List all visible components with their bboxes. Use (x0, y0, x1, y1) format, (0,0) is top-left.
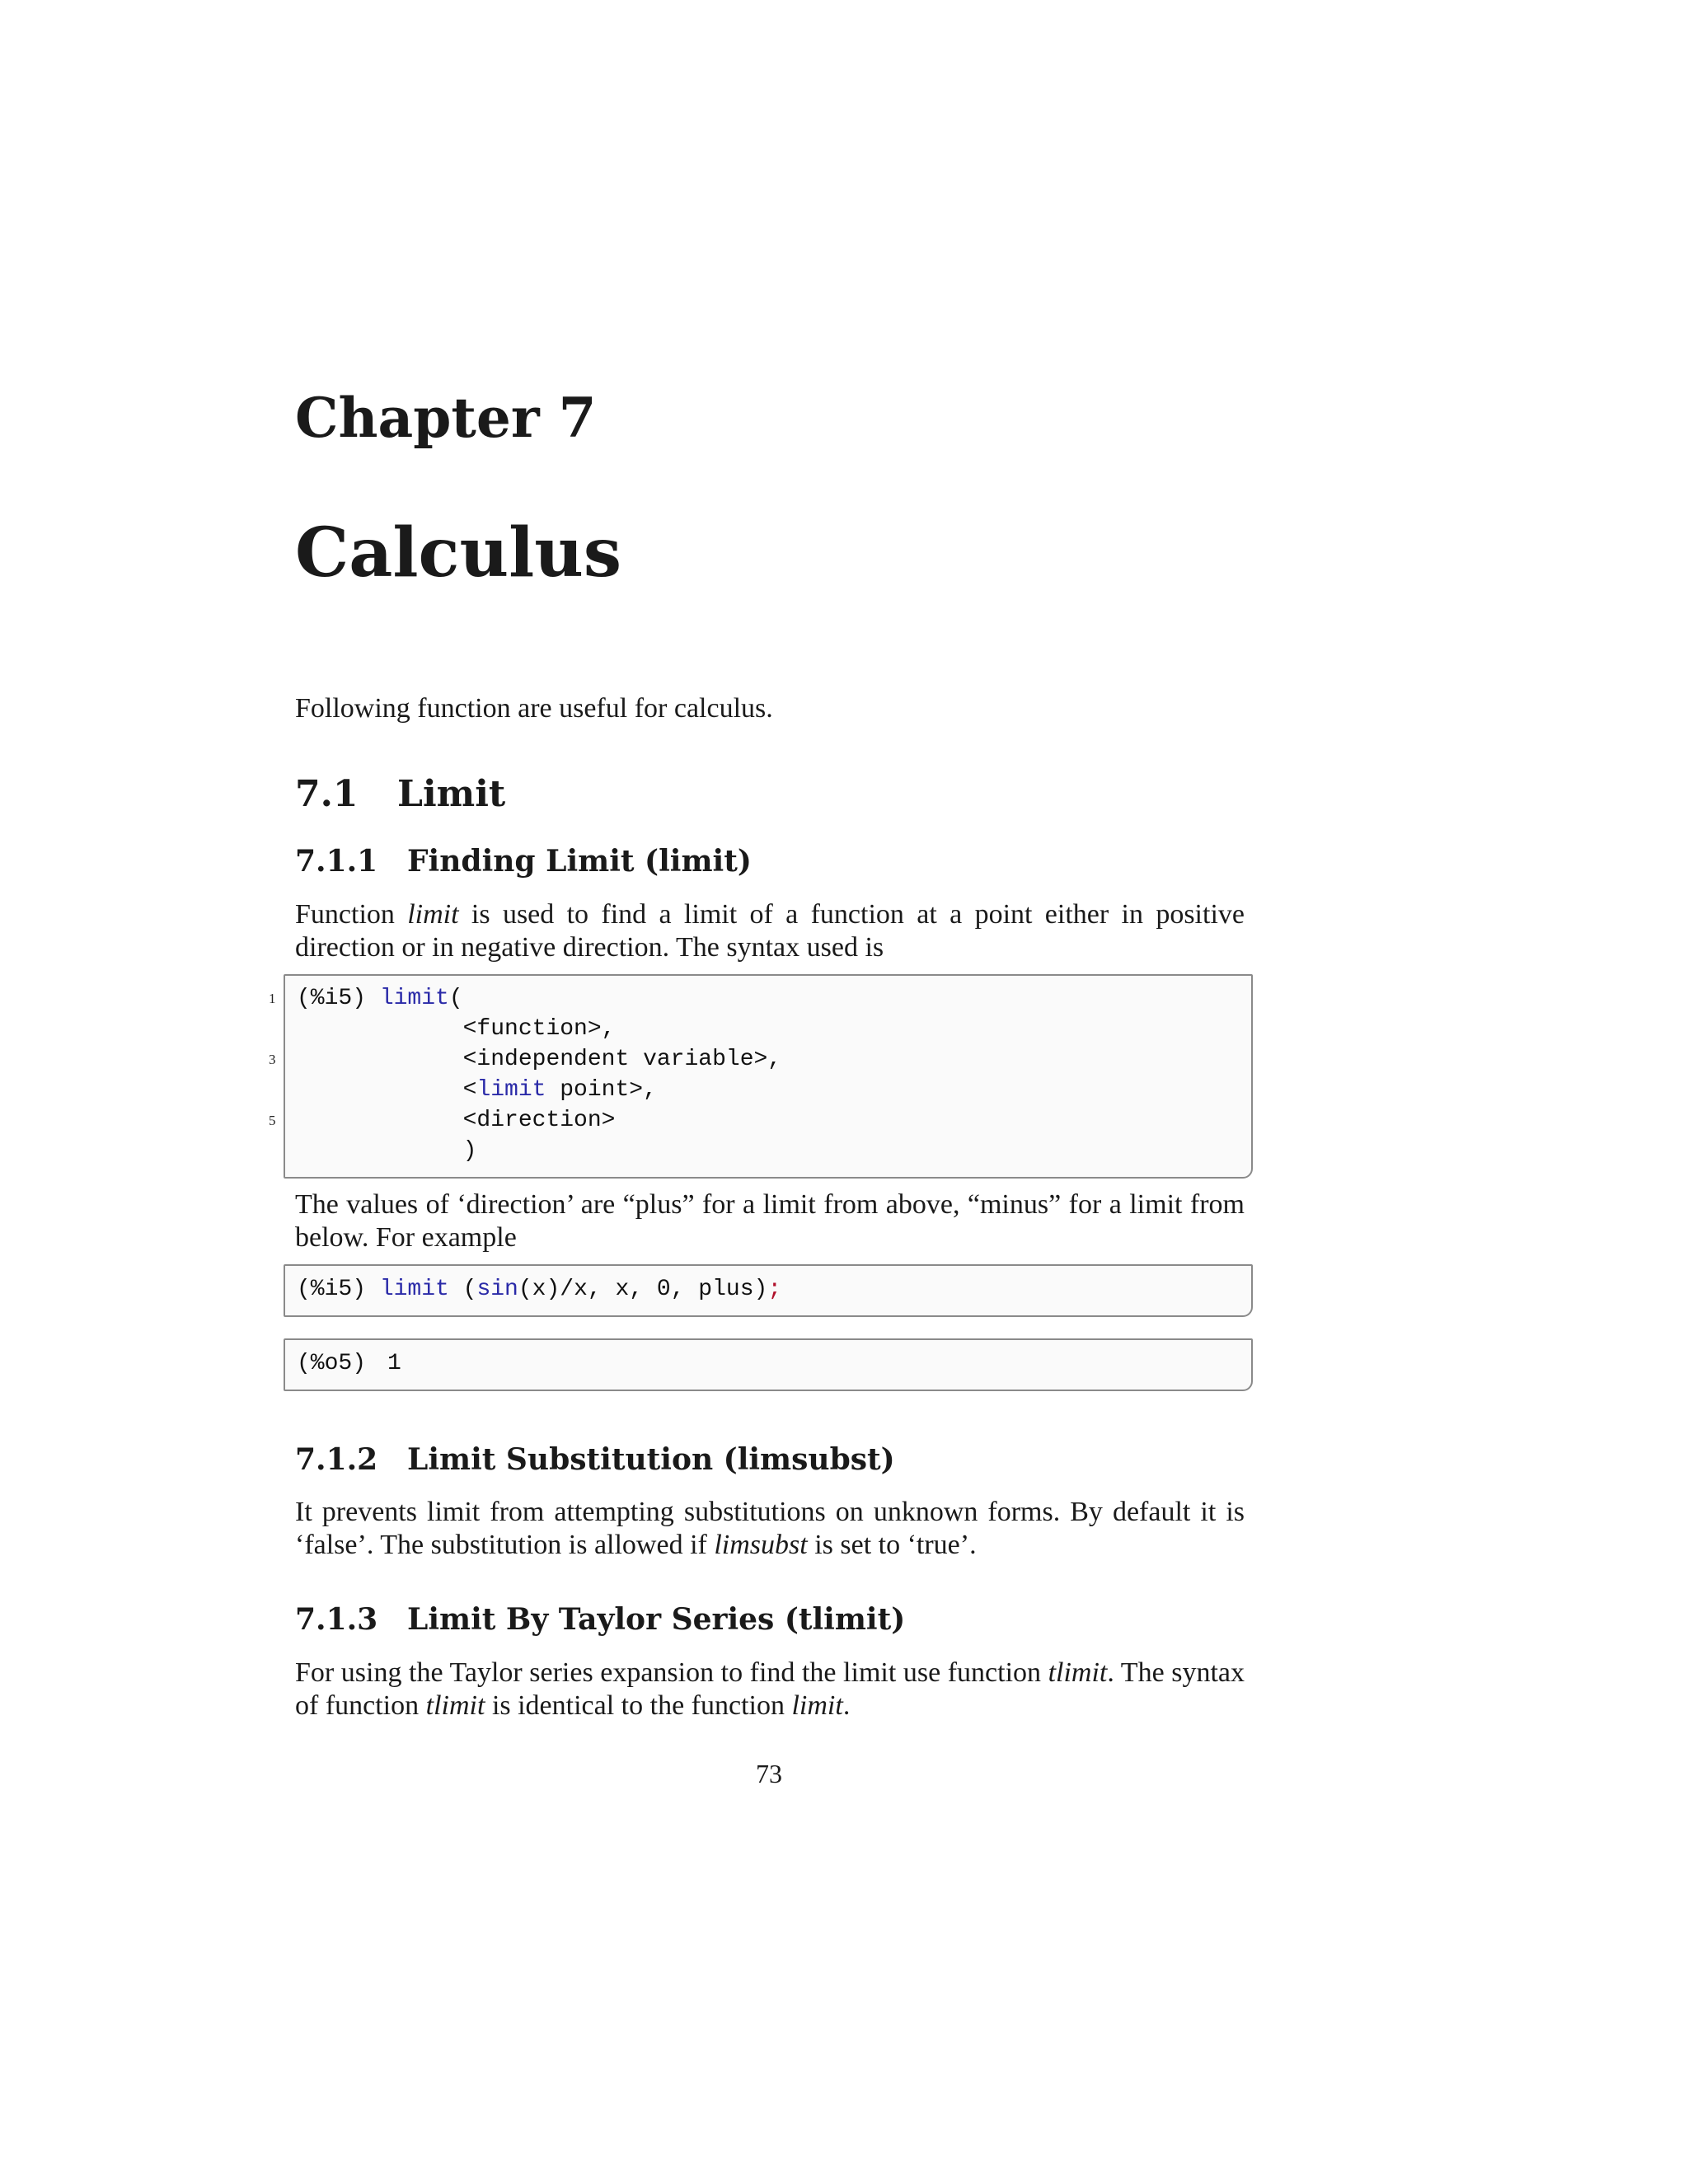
subsection-number: 7.1.2 (295, 1442, 378, 1477)
intro-paragraph: Following function are useful for calculus. (295, 693, 773, 724)
emphasis-tlimit: tlimit (1048, 1657, 1108, 1688)
code-text: point>, (546, 1077, 657, 1103)
keyword-limit: limit (476, 1077, 546, 1103)
emphasis-limit: limit (791, 1690, 843, 1721)
code-text: ( (448, 1277, 477, 1302)
subsection-number: 7.1.3 (295, 1602, 378, 1637)
limit-description-paragraph (295, 898, 1245, 964)
keyword-limit: limit (379, 986, 449, 1011)
section-number: 7.1 (295, 773, 359, 815)
code-line (297, 1076, 657, 1105)
syntax-code-block (284, 974, 1253, 1179)
subsection-heading-7-1-1 (295, 842, 752, 880)
limsubst-paragraph (295, 1496, 1245, 1562)
emphasis-tlimit: tlimit (425, 1690, 485, 1721)
text-run: Function (295, 899, 408, 930)
subsection-title: Limit By Taylor Series (tlimit) (407, 1602, 906, 1637)
semicolon: ; (767, 1277, 782, 1302)
code-line: ) (297, 1138, 477, 1164)
code-line: <function>, (297, 1016, 616, 1042)
chapter-label: Chapter 7 (295, 386, 597, 450)
code-line-number: 1 (269, 991, 276, 1006)
input-prompt: (%i5) (297, 986, 380, 1011)
section-title: Limit (397, 773, 506, 815)
input-prompt: (%i5) (297, 1277, 380, 1302)
chapter-title: Calculus (295, 513, 622, 593)
output-value: 1 (387, 1351, 401, 1376)
text-run: . (842, 1690, 851, 1721)
emphasis-limit: limit (407, 899, 459, 930)
example-input-block (284, 1264, 1253, 1317)
keyword-sin: sin (476, 1277, 518, 1302)
code-text: (x)/x, x, 0, plus) (518, 1277, 768, 1302)
code-text: ( (448, 986, 463, 1011)
code-line (297, 984, 463, 1014)
subsection-number: 7.1.1 (295, 844, 378, 879)
code-line: <direction> (297, 1108, 616, 1133)
output-prompt: (%o5) (297, 1351, 367, 1376)
subsection-title: Limit Substitution (limsubst) (407, 1442, 895, 1477)
example-output-block (284, 1338, 1253, 1391)
text-run: . The syntax of function (295, 1657, 1245, 1721)
subsection-heading-7-1-2 (295, 1441, 895, 1479)
direction-paragraph: The values of ‘direction’ are “plus” for a limit from above, “minus” for a limit from below. For example (295, 1189, 1245, 1253)
page-number: 73 (756, 1759, 782, 1788)
code-text: < (297, 1077, 477, 1103)
keyword-limit: limit (379, 1277, 449, 1302)
code-line (297, 1275, 781, 1305)
text-run: is set to ‘true’. (807, 1530, 977, 1560)
code-line-number: 3 (269, 1052, 276, 1067)
code-line (297, 1349, 401, 1379)
tlimit-paragraph (295, 1657, 1245, 1722)
text-run: It prevents limit from attempting substitutions on unknown forms. By default it is ‘false’. The substitution is allowed if (295, 1497, 1245, 1560)
emphasis-limsubst: limsubst (714, 1530, 808, 1560)
text-run: is identical to the function (485, 1690, 792, 1721)
subsection-heading-7-1-3 (295, 1601, 905, 1638)
section-heading-7-1 (295, 771, 505, 818)
subsection-title: Finding Limit (limit) (407, 844, 752, 879)
text-run: For using the Taylor series expansion to find the limit use function (295, 1657, 1048, 1688)
code-line-number: 5 (269, 1113, 276, 1128)
text-run: is used to find a limit of a function at a point either in positive direction or in negative direction. The syntax used is (295, 899, 1245, 963)
code-line: <independent variable>, (297, 1047, 782, 1072)
